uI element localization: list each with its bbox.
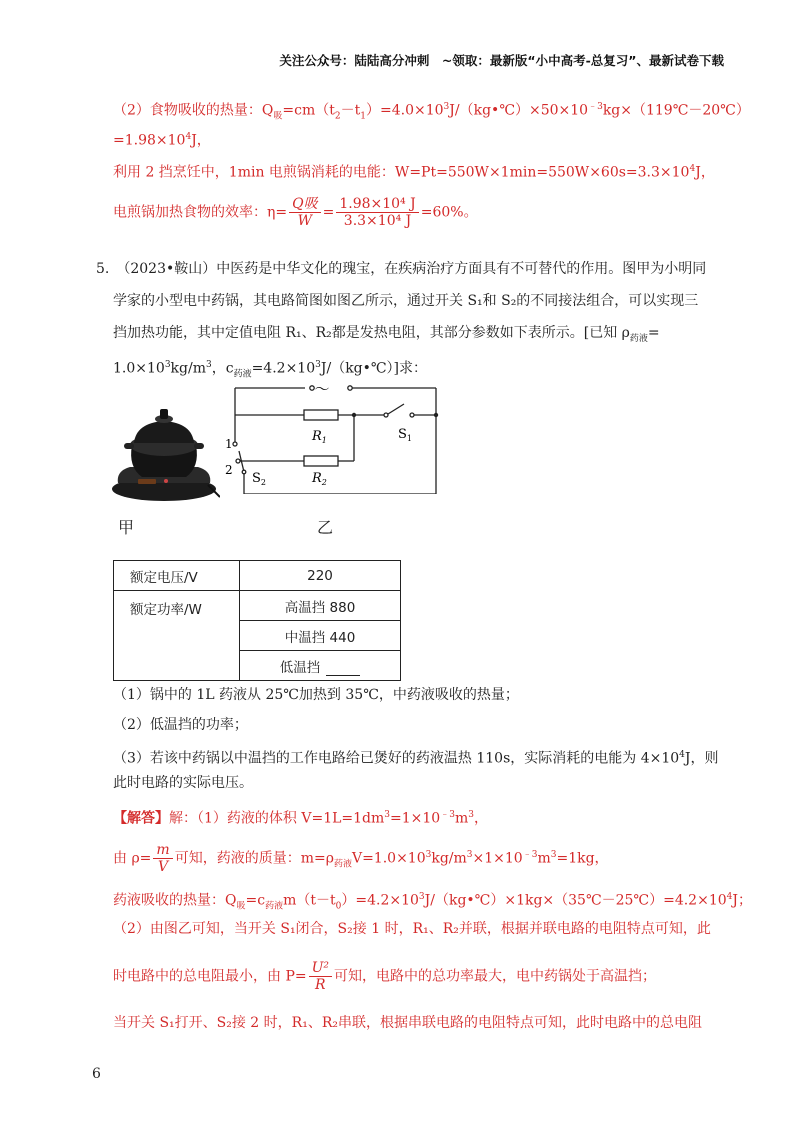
herbal-pot-image: [108, 393, 220, 505]
contact-1-label: 1: [225, 437, 233, 451]
table-cell: 220: [240, 561, 401, 591]
table-cell: 中温挡 440: [240, 621, 401, 651]
table-cell: 额定功率/W: [114, 591, 240, 681]
answer-line-6: 当开关 S₁打开、S₂接 2 时，R₁、R₂串联，根据串联电路的电阻特点可知，此时电路中的总电阻: [113, 1015, 702, 1031]
question-3-cont: 此时电路的实际电压。: [113, 775, 253, 791]
table-cell: 高温挡 880: [240, 591, 401, 621]
answer-tag: 【解答】: [113, 810, 169, 827]
table-cell: 额定电压/V: [114, 561, 240, 591]
s1-label: $S_1$: [398, 427, 412, 443]
answer-line-2: 由 ρ= $\frac{m}{V}$ 可知，药液的质量：$m=\rho_{药液}V=1.0\times 10^3kg/m^3\times 1\times 10^{﹣3}m^3=1kg$，: [113, 842, 609, 875]
answer-line-4: （2）由图乙可知，当开关 S₁闭合，S₂接 1 时，R₁、R₂并联，根据并联电路的电阻特点可知，此: [113, 921, 711, 937]
answer-line-3: 药液吸收的热量：$Q_吸=c_{药液}m(t-t_0)=4.2\times 10^3J/(kg•℃)\times 1kg\times(35℃-25℃)=4.2\times 10^4J$；: [113, 892, 752, 912]
question-1: （1）锅中的 1L 药液从 25℃加热到 35℃，中药液吸收的热量；: [113, 687, 519, 703]
contact-2-label: 2: [225, 463, 233, 477]
r2-label: $R_2$: [312, 471, 327, 487]
page-number: 6: [92, 1066, 101, 1082]
figure-label-yi: 乙: [317, 518, 334, 537]
problem-line-2: 学家的小型电中药锅，其电路简图如图乙所示，通过开关 S₁和 S₂的不同接法组合，可以实现三: [113, 293, 699, 309]
question-2: （2）低温挡的功率；: [113, 717, 248, 733]
page-header: 关注公众号：陆陆高分冲刺 ~领取：最新版“小中高考-总复习”、最新试卷下载: [279, 53, 724, 68]
answer-line-5: 时电路中的总电阻最小，由 P= $\frac{\text{U²}}{R}$ 可知，电路中的总功率最大，电中药锅处于高温挡；: [113, 960, 657, 993]
answer-line-1: 【解答】解：（1）药液的体积 $V=1L=1dm^3=1\times 10^{﹣3}m^3$，: [113, 810, 488, 827]
s2-label: $S_2$: [252, 471, 266, 487]
prev-solution-line-2: $=1.98\times 10^4J$，: [113, 132, 211, 149]
prev-solution-line-3: 利用 2 挡烹饪中，1min 电煎锅消耗的电能：$W=Pt=550W\times 1\min=550W\times 60s=3.3\times 10^4J$，: [113, 164, 715, 181]
answer-blank: [326, 662, 360, 676]
problem-line-1: 5. （2023•鞍山）中医药是中华文化的瑰宝，在疾病治疗方面具有不可替代的作用。图甲为小明同: [96, 261, 707, 277]
circuit-diagram: [220, 378, 452, 494]
table-row: [114, 591, 401, 621]
ac-source-symbol: ～: [314, 380, 330, 398]
question-3: （3）若该中药锅以中温挡的工作电路给已煲好的药液温热 110s，实际消耗的电能为 $4\times 10^4J$，则: [113, 750, 719, 767]
r1-label: $R_1$: [312, 429, 327, 445]
problem-line-3: 挡加热功能，其中定值电阻 R₁、R₂都是发热电阻，其部分参数如下表所示。[已知 $\rho_{药液}=$: [113, 325, 660, 344]
table-row: [114, 561, 401, 591]
prev-solution-line-1: （2）食物吸收的热量：$Q_吸=cm(t_2-t_1)=4.0\times 10^3J/(kg•℃)\times 50\times 10^{﹣3}kg\times(119℃-20℃)$: [113, 102, 750, 122]
figure-label-jia: 甲: [118, 518, 135, 537]
prev-solution-efficiency: 电煎锅加热食物的效率：η= $\frac{\text{Q吸}}{W}$ = $\frac{\text{1.98×10⁴ J}}{\text{3.3×10⁴ J}}$ =60%。: [113, 196, 478, 229]
table-cell: 低温挡: [240, 651, 401, 681]
parameters-table: [113, 560, 401, 681]
problem-line-4: $1.0\times 10^3kg/m^3$，$c_{药液}=4.2\times 10^3J/(kg•℃)$]求：: [113, 360, 428, 380]
